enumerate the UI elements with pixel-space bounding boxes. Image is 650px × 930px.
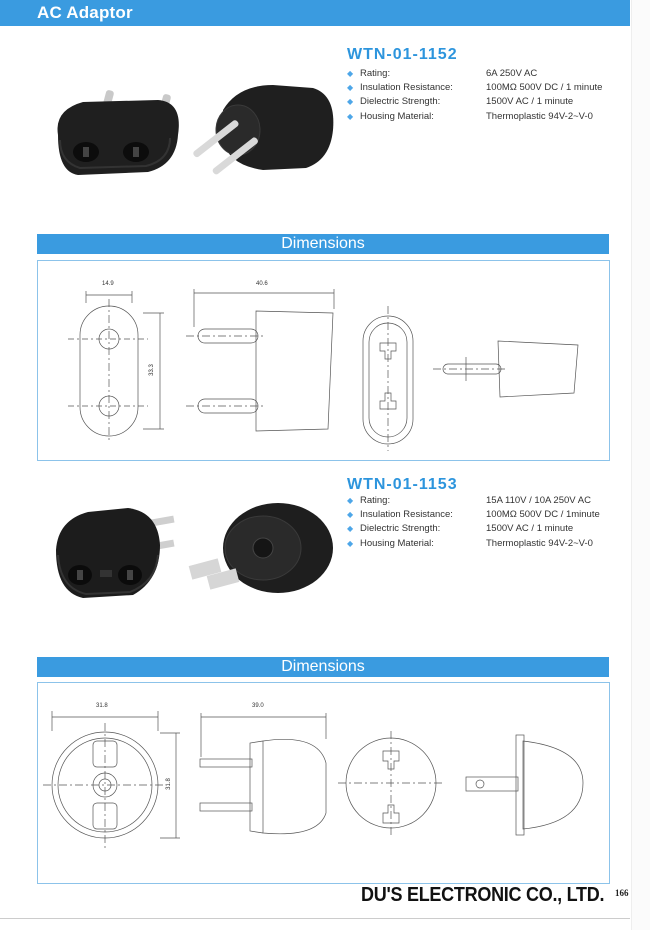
adaptor-side-view xyxy=(192,85,333,176)
spec-row xyxy=(347,494,600,508)
spec-label: Housing Material: xyxy=(360,110,434,122)
header-bar xyxy=(0,0,630,26)
spec-label: Dielectric Strength: xyxy=(360,96,441,108)
adaptor-front-view xyxy=(58,89,179,175)
spec-value: 6A 250V AC xyxy=(486,68,538,79)
dimensions-bar-1 xyxy=(37,234,609,254)
bullet-icon: ◆ xyxy=(347,69,354,78)
technical-drawing-2 xyxy=(38,683,609,883)
spec-value: 15A 110V / 10A 250V AC xyxy=(486,495,591,506)
dim-height-label: 31.8 xyxy=(165,778,172,790)
spec-label: Dielectric Strength: xyxy=(360,523,441,535)
page-title: AC Adaptor xyxy=(37,3,133,22)
spec-row xyxy=(347,95,602,109)
dim-width-label: 31.8 xyxy=(96,703,108,709)
page-edge-strip xyxy=(631,0,650,930)
company-name: DU'S ELECTRONIC CO., LTD. xyxy=(360,884,604,906)
dimensions-bar-2 xyxy=(37,657,609,677)
page-number: 166 xyxy=(615,888,629,898)
spec-row xyxy=(347,508,600,522)
spec-row xyxy=(347,110,602,124)
product-2-model: WTN-01-1153 xyxy=(347,476,458,493)
spec-value: 1500V AC / 1 minute xyxy=(486,523,574,535)
spec-value: 100MΩ 500V DC / 1minute xyxy=(486,509,600,521)
dimensions-title: Dimensions xyxy=(281,658,365,675)
spec-value: 1500V AC / 1 minute xyxy=(486,96,574,108)
bullet-icon: ◆ xyxy=(347,83,354,93)
spec-row xyxy=(347,81,602,95)
product-2-spec-list xyxy=(347,494,600,551)
product-1-spec-list xyxy=(347,67,602,124)
spec-value: 100MΩ 500V DC / 1 minute xyxy=(486,82,603,94)
bullet-icon: ◆ xyxy=(347,510,354,520)
spec-value: Thermoplastic 94V-2~V-0 xyxy=(486,110,593,122)
spec-label: Insulation Resistance: xyxy=(360,509,453,521)
dim-width-label: 14.9 xyxy=(102,281,114,287)
dim-height-label: 33.3 xyxy=(148,364,155,376)
adaptor-front-view xyxy=(56,508,174,598)
product-2-photo xyxy=(48,500,338,610)
dim-length-label: 40.6 xyxy=(256,281,268,287)
bullet-icon: ◆ xyxy=(347,111,354,121)
footer-divider xyxy=(0,918,630,919)
bullet-icon: ◆ xyxy=(347,524,354,534)
spec-row xyxy=(347,67,602,81)
dim-length-label: 39.0 xyxy=(252,703,264,709)
bullet-icon: ◆ xyxy=(347,496,354,505)
bullet-icon: ◆ xyxy=(347,538,354,548)
spec-label: Insulation Resistance: xyxy=(360,82,453,94)
technical-drawing-1 xyxy=(38,261,609,460)
product-1-model: WTN-01-1152 xyxy=(347,46,458,63)
dimensions-drawing-1 xyxy=(37,260,610,461)
spec-row xyxy=(347,537,600,551)
spec-value: Thermoplastic 94V-2~V-0 xyxy=(486,537,593,549)
spec-label: Rating: xyxy=(360,495,391,506)
dimensions-title: Dimensions xyxy=(281,235,365,252)
bullet-icon: ◆ xyxy=(347,97,354,107)
spec-row xyxy=(347,522,600,536)
dimensions-drawing-2 xyxy=(37,682,610,884)
adaptor-side-view xyxy=(189,503,333,593)
product-1-photo xyxy=(48,80,338,190)
spec-label: Housing Material: xyxy=(360,537,434,549)
spec-label: Rating: xyxy=(360,68,391,79)
